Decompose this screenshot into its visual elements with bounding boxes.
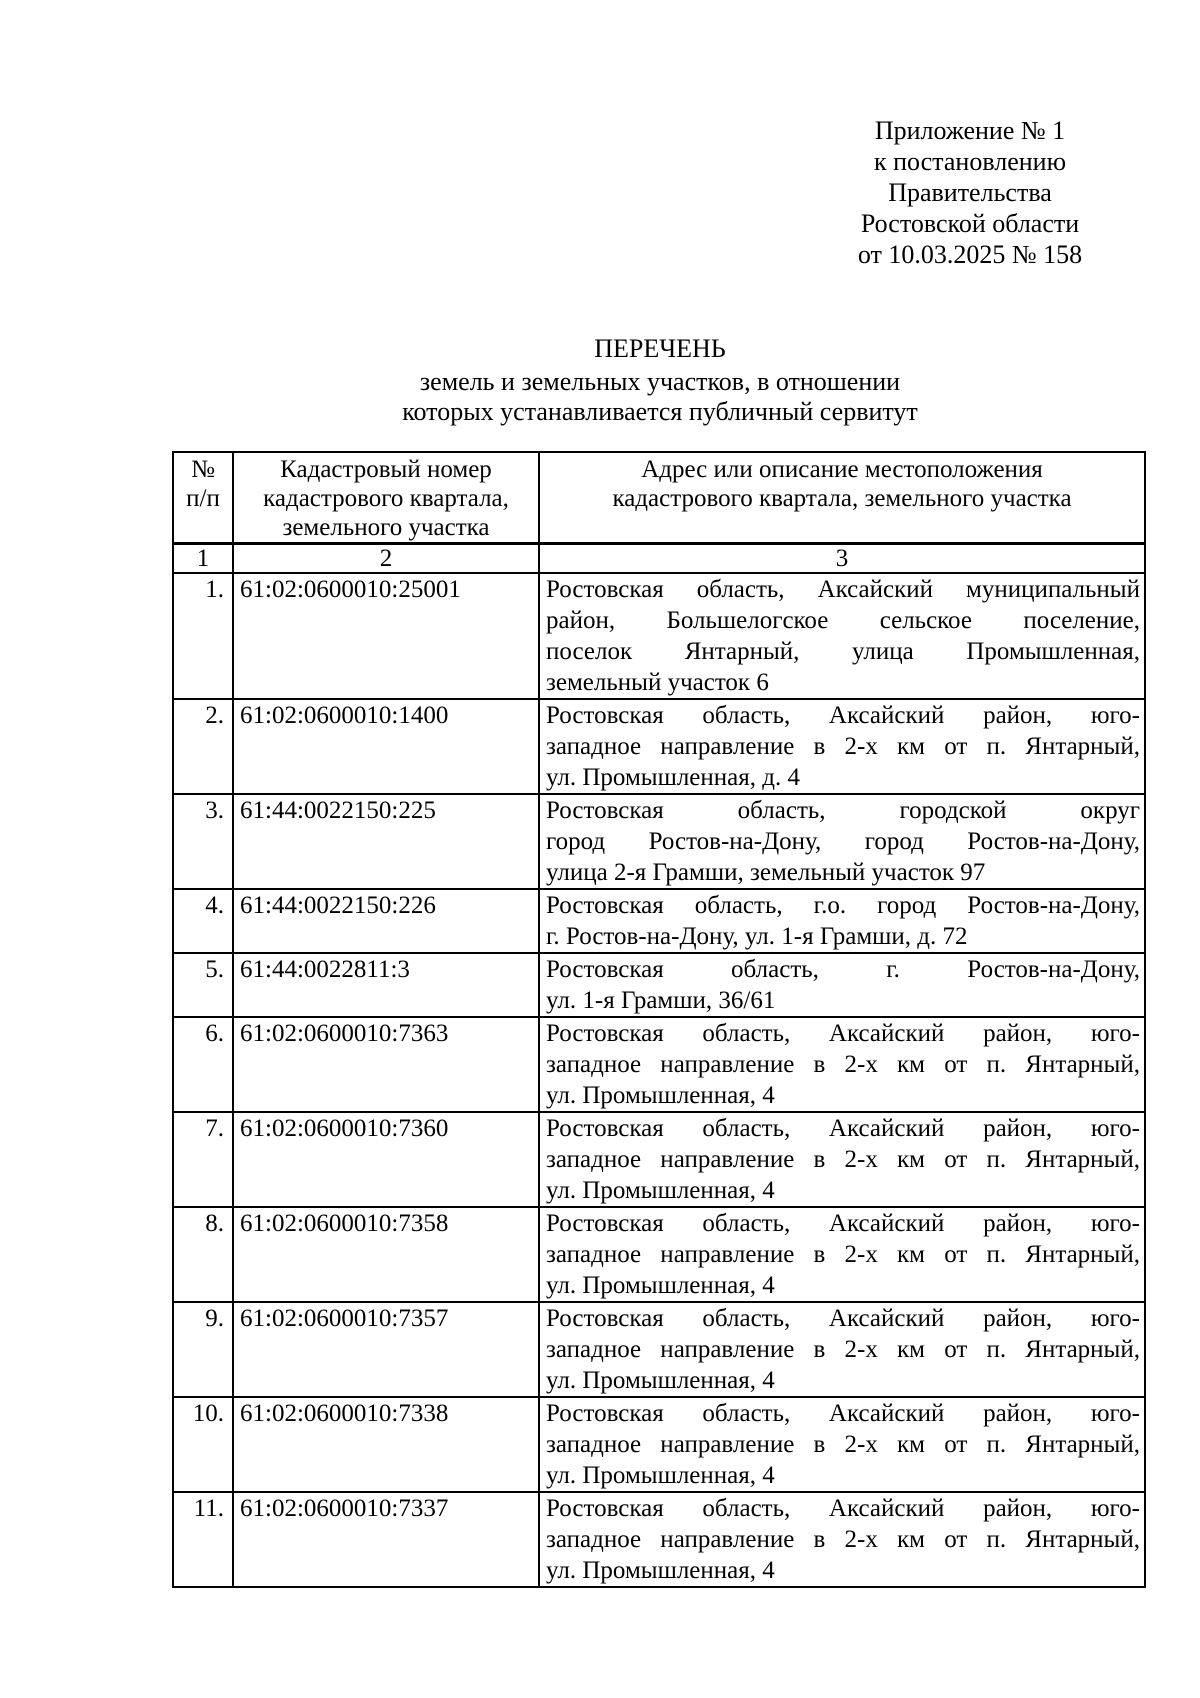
table-row xyxy=(173,889,1145,953)
cadastral-number: 61:02:0600010:7337 xyxy=(233,1492,539,1587)
table-row xyxy=(173,1112,1145,1207)
land-plots-table xyxy=(172,451,1146,1588)
document-title: ПЕРЕЧЕНЬ xyxy=(594,334,726,363)
address-cell xyxy=(539,1017,1145,1112)
document-subtitle xyxy=(160,367,1160,427)
row-index: 5. xyxy=(173,953,233,1017)
appendix-line: Ростовской области xyxy=(860,209,1080,238)
address-line: г. Ростов-на-Дону, ул. 1-я Грамши, д. 72 xyxy=(546,923,968,950)
address-cell xyxy=(539,794,1145,889)
address-line: ул. Промышленная, 4 xyxy=(546,1367,775,1394)
row-index: 9. xyxy=(173,1302,233,1397)
cadastral-number: 61:02:0600010:7363 xyxy=(233,1017,539,1112)
table-row xyxy=(173,1492,1145,1587)
address-line: ул. Промышленная, 4 xyxy=(546,1177,775,1204)
row-index: 1. xyxy=(173,573,233,699)
row-index: 3. xyxy=(173,794,233,889)
header-line: кадастрового квартала, земельного участка xyxy=(612,485,1072,512)
column-number: 2 xyxy=(233,544,539,574)
address-line: Ростовская область, Аксайский район, юго- xyxy=(546,1495,1140,1522)
address-cell xyxy=(539,1397,1145,1492)
address-cell xyxy=(539,889,1145,953)
cadastral-number: 61:02:0600010:7360 xyxy=(233,1112,539,1207)
address-line: Ростовская область, г.о. город Ростов-на-Дону, xyxy=(546,892,1140,919)
table-row xyxy=(173,794,1145,889)
address-cell xyxy=(539,1112,1145,1207)
address-line: ул. Промышленная, 4 xyxy=(546,1272,775,1299)
cadastral-number: 61:02:0600010:1400 xyxy=(233,699,539,794)
cadastral-number: 61:02:0600010:7357 xyxy=(233,1302,539,1397)
address-line: ул. Промышленная, д. 4 xyxy=(546,764,800,791)
address-line: земельный участок 6 xyxy=(546,669,769,696)
header-line: п/п xyxy=(186,485,220,512)
subtitle-line: которых устанавливается публичный сервитут xyxy=(402,397,918,426)
subtitle-line: земель и земельных участков, в отношении xyxy=(419,367,901,396)
address-line: западное направление в 2-х км от п. Янтарный, xyxy=(546,1336,1140,1363)
table-row xyxy=(173,573,1145,699)
address-line: ул. Промышленная, 4 xyxy=(546,1557,775,1584)
table-row xyxy=(173,1017,1145,1112)
row-index: 2. xyxy=(173,699,233,794)
address-line: город Ростов-на-Дону, город Ростов-на-Дону, xyxy=(546,828,1140,855)
table-row xyxy=(173,1302,1145,1397)
column-number: 3 xyxy=(539,544,1145,574)
appendix-block xyxy=(820,115,1120,270)
cadastral-number: 61:44:0022811:3 xyxy=(233,953,539,1017)
table-row xyxy=(173,1397,1145,1492)
address-line: Ростовская область, Аксайский район, юго- xyxy=(546,1400,1140,1427)
address-line: ул. 1-я Грамши, 36/61 xyxy=(546,987,776,1014)
address-line: западное направление в 2-х км от п. Янтарный, xyxy=(546,1051,1140,1078)
address-cell xyxy=(539,699,1145,794)
address-line: Ростовская область, Аксайский район, юго- xyxy=(546,1115,1140,1142)
table-header-row xyxy=(173,452,1145,544)
appendix-line: Приложение № 1 xyxy=(874,116,1066,145)
header-line: Кадастровый номер xyxy=(280,456,492,483)
address-cell xyxy=(539,1207,1145,1302)
cadastral-number: 61:44:0022150:226 xyxy=(233,889,539,953)
address-line: Ростовская область, Аксайский район, юго- xyxy=(546,1305,1140,1332)
address-line: Ростовская область, Аксайский район, юго- xyxy=(546,702,1140,729)
header-line: кадастрового квартала, xyxy=(263,485,509,512)
row-index: 10. xyxy=(173,1397,233,1492)
row-index: 11. xyxy=(173,1492,233,1587)
address-line: район, Большелогское сельское поселение, xyxy=(546,607,1140,634)
table-row xyxy=(173,953,1145,1017)
column-numbers-row xyxy=(173,544,1145,574)
address-cell xyxy=(539,953,1145,1017)
address-line: поселок Янтарный, улица Промышленная, xyxy=(546,638,1140,665)
appendix-line: Правительства xyxy=(888,178,1052,207)
table-row xyxy=(173,699,1145,794)
row-index: 4. xyxy=(173,889,233,953)
address-line: западное направление в 2-х км от п. Янтарный, xyxy=(546,1526,1140,1553)
row-index: 6. xyxy=(173,1017,233,1112)
address-line: Ростовская область, Аксайский район, юго- xyxy=(546,1210,1140,1237)
address-line: ул. Промышленная, 4 xyxy=(546,1082,775,1109)
cadastral-number: 61:02:0600010:25001 xyxy=(233,573,539,699)
appendix-line: к постановлению xyxy=(873,147,1067,176)
cadastral-number: 61:44:0022150:225 xyxy=(233,794,539,889)
address-line: Ростовская область, Аксайский район, юго- xyxy=(546,1020,1140,1047)
cadastral-number: 61:02:0600010:7358 xyxy=(233,1207,539,1302)
header-line: Адрес или описание местоположения xyxy=(641,456,1043,483)
address-cell xyxy=(539,573,1145,699)
address-line: западное направление в 2-х км от п. Янтарный, xyxy=(546,1146,1140,1173)
header-line: № xyxy=(191,456,215,483)
address-line: западное направление в 2-х км от п. Янтарный, xyxy=(546,733,1140,760)
header-address xyxy=(539,452,1145,544)
row-index: 8. xyxy=(173,1207,233,1302)
address-line: ул. Промышленная, 4 xyxy=(546,1462,775,1489)
row-index: 7. xyxy=(173,1112,233,1207)
address-line: улица 2-я Грамши, земельный участок 97 xyxy=(546,859,986,886)
address-cell xyxy=(539,1492,1145,1587)
column-number: 1 xyxy=(173,544,233,574)
address-line: Ростовская область, городской округ xyxy=(546,797,1140,824)
table-row xyxy=(173,1207,1145,1302)
address-line: западное направление в 2-х км от п. Янтарный, xyxy=(546,1241,1140,1268)
cadastral-number: 61:02:0600010:7338 xyxy=(233,1397,539,1492)
appendix-line: от 10.03.2025 № 158 xyxy=(857,240,1083,269)
header-number xyxy=(173,452,233,544)
header-cadastral xyxy=(233,452,539,544)
address-cell xyxy=(539,1302,1145,1397)
header-line: земельного участка xyxy=(282,514,490,541)
address-line: западное направление в 2-х км от п. Янтарный, xyxy=(546,1431,1140,1458)
address-line: Ростовская область, г. Ростов-на-Дону, xyxy=(546,956,1140,983)
address-line: Ростовская область, Аксайский муниципальный xyxy=(546,576,1140,603)
